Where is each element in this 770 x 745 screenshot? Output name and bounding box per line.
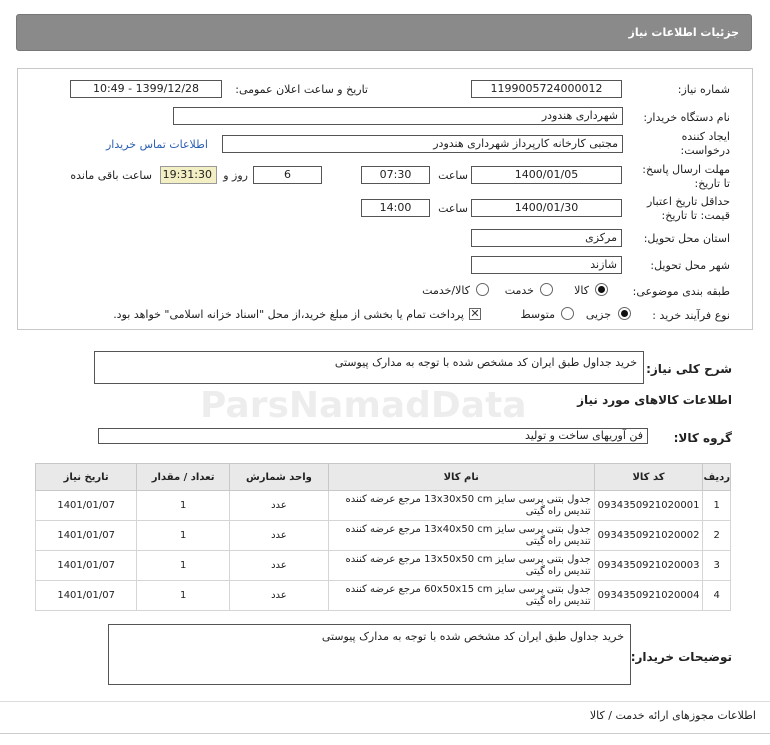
treasury-payment-checkbox[interactable]: ✕ — [470, 307, 480, 320]
deadline-label: مهلت ارسال پاسخ: تا تاریخ: — [642, 163, 730, 190]
need-number-label: شماره نیاز: — [677, 83, 730, 96]
cell-name: جدول بتنی پرسی سایز 13x50x50 cm مرجع عرضه کننده تندیس راه گیتی — [328, 551, 594, 581]
cell-row: 1 — [703, 491, 731, 521]
col-unit-header: واحد شمارش — [230, 464, 329, 491]
bottom-divider — [0, 733, 770, 734]
cell-qty: 1 — [137, 521, 230, 551]
validity-time-field: 14:00 — [361, 199, 430, 217]
summary-label: شرح کلی نیاز: — [646, 362, 732, 376]
table-row — [36, 521, 731, 551]
group-field: فن آوریهای ساخت و تولید — [98, 428, 648, 444]
category-goods-service-label: کالا/خدمت — [422, 284, 470, 297]
cell-row: 2 — [703, 521, 731, 551]
treasury-payment-note: پرداخت تمام یا بخشی از مبلغ خرید،از محل "اسناد خزانه اسلامی" خواهد بود. — [113, 308, 464, 321]
cell-unit: عدد — [230, 521, 329, 551]
category-service-radio[interactable] — [540, 283, 553, 296]
col-qty-header: تعداد / مقدار — [137, 464, 230, 491]
buyer-notes-box: خرید جداول طبق ایران کد مشخص شده با توجه به مدارک پیوستی — [108, 624, 631, 685]
deadline-time-field: 07:30 — [361, 166, 430, 184]
validity-label: حداقل تاریخ اعتبار قیمت: تا تاریخ: — [646, 195, 730, 222]
province-label: استان محل تحویل: — [643, 232, 730, 245]
group-label: گروه کالا: — [673, 431, 732, 445]
category-service-label: خدمت — [504, 284, 534, 297]
days-label: روز و — [223, 169, 248, 182]
cell-date: 1401/01/07 — [36, 491, 137, 521]
goods-table-header — [36, 464, 731, 491]
category-goods-service-radio[interactable] — [476, 283, 489, 296]
cell-name: جدول بتنی پرسی سایز 13x40x50 cm مرجع عرضه کننده تندیس راه گیتی — [328, 521, 594, 551]
process-medium-label: متوسط — [520, 308, 555, 321]
goods-table — [35, 463, 731, 611]
remaining-label: ساعت باقی مانده — [70, 169, 152, 182]
announce-field: 1399/12/28 - 10:49 — [70, 80, 222, 98]
goods-section-title: اطلاعات کالاهای مورد نیاز — [577, 393, 732, 407]
cell-name: جدول بتنی پرسی سایز 13x30x50 cm مرجع عرضه کننده تندیس راه گیتی — [328, 491, 594, 521]
process-minor-label: جزیی — [585, 308, 611, 321]
creator-field: مجتبی کارخانه کارپرداز شهرداری هندودر — [222, 135, 623, 153]
process-minor-radio[interactable] — [618, 307, 631, 320]
cell-name: جدول بتنی پرسی سایز 60x50x15 cm مرجع عرضه کننده تندیس راه گیتی — [328, 581, 594, 611]
category-goods-label: کالا — [574, 284, 589, 297]
cell-qty: 1 — [137, 551, 230, 581]
validity-date-field: 1400/01/30 — [471, 199, 622, 217]
remaining-time-field: 19:31:30 — [160, 166, 217, 184]
process-medium-radio[interactable] — [561, 307, 574, 320]
cell-qty: 1 — [137, 491, 230, 521]
creator-label: ایجاد کننده درخواست: — [680, 130, 730, 157]
cell-row: 4 — [703, 581, 731, 611]
contact-info-link[interactable]: اطلاعات تماس خریدار — [106, 138, 208, 151]
days-field: 6 — [253, 166, 322, 184]
cell-date: 1401/01/07 — [36, 581, 137, 611]
deadline-time-label: ساعت — [438, 169, 468, 182]
col-name-header: نام کالا — [328, 464, 594, 491]
table-row — [36, 551, 731, 581]
category-goods-radio[interactable] — [595, 283, 608, 296]
watermark-text: ParsNamadData — [200, 385, 527, 426]
deadline-date-field: 1400/01/05 — [471, 166, 622, 184]
buyer-org-field: شهرداری هندودر — [173, 107, 623, 125]
page-header-title: جزئیات اطلاعات نیاز — [628, 26, 739, 39]
col-row-header: ردیف — [703, 464, 731, 491]
cell-unit: عدد — [230, 581, 329, 611]
need-number-field: 1199005724000012 — [471, 80, 622, 98]
city-label: شهر محل تحویل: — [650, 259, 730, 272]
page-header — [16, 14, 752, 51]
footer-text: اطلاعات مجوزهای ارائه خدمت / کالا — [589, 709, 756, 722]
cell-code: 0934350921020004 — [594, 581, 703, 611]
buyer-notes-label: توضیحات خریدار: — [630, 650, 732, 664]
cell-qty: 1 — [137, 581, 230, 611]
process-label: نوع فرآیند خرید : — [652, 309, 730, 322]
announce-label: تاریخ و ساعت اعلان عمومی: — [235, 83, 368, 96]
cell-date: 1401/01/07 — [36, 521, 137, 551]
col-code-header: کد کالا — [594, 464, 703, 491]
buyer-org-label: نام دستگاه خریدار: — [643, 111, 730, 124]
footer-divider — [0, 701, 770, 702]
col-date-header: تاریخ نیاز — [36, 464, 137, 491]
cell-code: 0934350921020001 — [594, 491, 703, 521]
category-label: طبقه بندی موضوعی: — [632, 285, 730, 298]
city-field: شازند — [471, 256, 622, 274]
validity-time-label: ساعت — [438, 202, 468, 215]
cell-code: 0934350921020003 — [594, 551, 703, 581]
summary-box: خرید جداول طبق ایران کد مشخص شده با توجه به مدارک پیوستی — [94, 351, 644, 384]
cell-row: 3 — [703, 551, 731, 581]
cell-unit: عدد — [230, 551, 329, 581]
cell-unit: عدد — [230, 491, 329, 521]
table-row — [36, 491, 731, 521]
cell-code: 0934350921020002 — [594, 521, 703, 551]
table-row — [36, 581, 731, 611]
cell-date: 1401/01/07 — [36, 551, 137, 581]
province-field: مرکزی — [471, 229, 622, 247]
